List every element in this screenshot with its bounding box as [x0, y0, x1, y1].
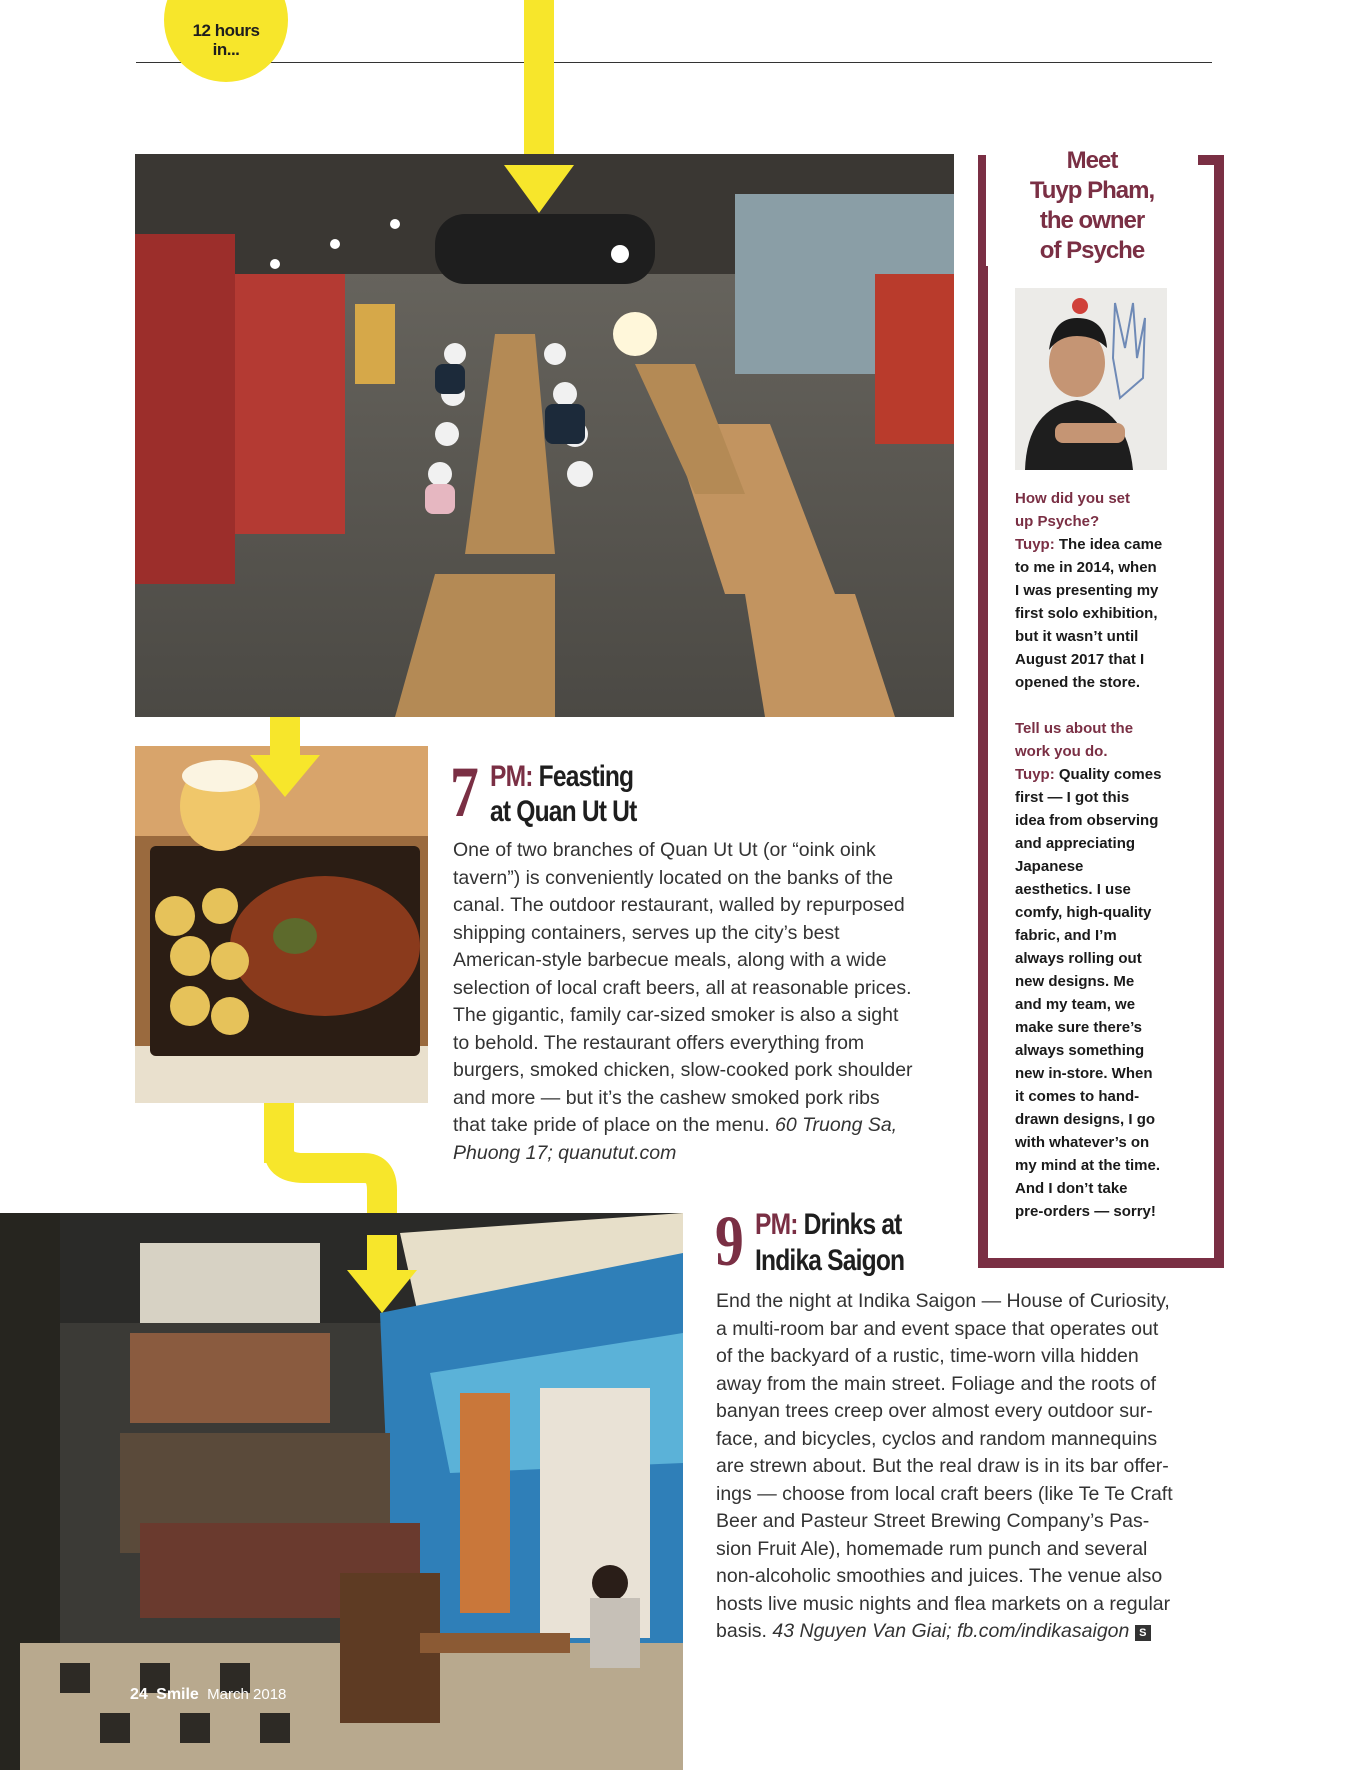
- body-line: American-style barbecue meals, along with a wide: [453, 949, 887, 971]
- arrow-down-icon: [504, 165, 574, 215]
- answer-line: to me in 2014, when: [1015, 559, 1157, 576]
- section-badge: [164, 0, 288, 82]
- answer-line: first solo exhibition,: [1015, 605, 1158, 622]
- page-number: 24: [130, 1686, 148, 1703]
- title-text: Feasting: [538, 760, 634, 793]
- yellow-path-mid: [270, 717, 300, 757]
- sidebar-title-line: of Psyche: [1039, 237, 1145, 264]
- answer-line: drawn designs, I go: [1015, 1111, 1156, 1128]
- answer-line: aesthetics. I use: [1015, 881, 1131, 898]
- answer-line: idea from observing: [1015, 812, 1159, 829]
- body-line: of the backyard of a rustic, time-worn villa hidden: [716, 1345, 1139, 1367]
- answer-line: and my team, we: [1015, 996, 1136, 1013]
- body-line: selection of local craft beers, all at reasonable prices.: [453, 976, 912, 999]
- body-line: ings — choose from local craft beers (like Te Te Craft: [716, 1482, 1173, 1505]
- section-7pm-title-line1: [490, 760, 633, 794]
- badge-line-1: 12 hours: [192, 21, 260, 40]
- sidebar-qa: [1015, 487, 1185, 1223]
- header-rule: [136, 62, 1212, 63]
- section-7pm-body: [453, 837, 963, 1167]
- sidebar-title-line: Meet: [1066, 147, 1118, 174]
- answer-line: August 2017 that I: [1015, 651, 1145, 668]
- address: 60 Truong Sa,: [774, 1114, 898, 1136]
- answer-line: I was presenting my: [1015, 582, 1159, 599]
- address: 43 Nguyen Van Giai; fb.com/indikasaigon: [772, 1620, 1130, 1642]
- answer-line: my mind at the time.: [1015, 1157, 1161, 1174]
- sidebar-title-line: Tuyp Pham,: [1029, 177, 1155, 204]
- answer-line: pre-orders — sorry!: [1015, 1203, 1156, 1220]
- indika-bar-photo: [0, 1213, 683, 1770]
- answer-line: but it wasn’t until: [1015, 628, 1139, 645]
- answer-line: new designs. Me: [1015, 973, 1135, 990]
- tuyp-pham-portrait: [1015, 288, 1167, 470]
- page-footer: [130, 1686, 286, 1704]
- body-line: away from the main street. Foliage and the roots of: [716, 1372, 1157, 1395]
- body-line: tavern”) is conveniently located on the banks of the: [453, 866, 894, 889]
- restaurant-overview-photo: [135, 154, 954, 717]
- body-line: hosts live music nights and flea markets on a regular: [716, 1592, 1171, 1615]
- section-7pm-title-line2: at Quan Ut Ut: [490, 795, 637, 828]
- body-line: canal. The outdoor restaurant, walled by repurposed: [453, 894, 905, 916]
- address-line-2: Phuong 17; quanutut.com: [453, 1141, 677, 1164]
- sidebar-title-line: the owner: [1039, 207, 1145, 234]
- body-line: banyan trees creep over almost every outdoor sur-: [716, 1400, 1153, 1422]
- answer-line: with whatever’s on: [1015, 1134, 1150, 1151]
- spacer: [1015, 694, 1185, 717]
- answer-line: opened the store.: [1015, 674, 1141, 691]
- section-number-9: 9: [715, 1201, 742, 1281]
- answer-line: comfy, high-quality: [1015, 904, 1152, 921]
- section-9pm-title-line2: Indika Saigon: [755, 1244, 905, 1277]
- answer-line: Japanese: [1015, 858, 1084, 875]
- answer-line: first — I got this: [1015, 789, 1130, 806]
- body-line: are strewn about. But the real draw is in its bar offer-: [716, 1455, 1169, 1477]
- body-line: burgers, smoked chicken, slow-cooked pork shoulder: [453, 1059, 913, 1081]
- body-line: a multi-room bar and event space that operates out: [716, 1317, 1159, 1340]
- arrow-down-icon-3: [347, 1235, 417, 1315]
- badge-line-2: in...: [212, 40, 240, 59]
- body-line: sion Fruit Ale), homemade rum punch and several: [716, 1537, 1148, 1560]
- answer-line: And I don’t take: [1015, 1180, 1128, 1197]
- body-line: face, and bicycles, cyclos and random mannequins: [716, 1427, 1158, 1450]
- title-text: Drinks at: [803, 1208, 902, 1241]
- body-line: [716, 1618, 1216, 1646]
- issue-date: March 2018: [207, 1686, 287, 1703]
- time-label: PM:: [755, 1208, 798, 1241]
- section-9pm-title-line1: [755, 1208, 902, 1242]
- question-line: Tell us about the: [1015, 720, 1134, 737]
- answer-line: always rolling out: [1015, 950, 1142, 967]
- body-line: shipping containers, serves up the city’s best: [453, 921, 840, 944]
- question-line: How did you set: [1015, 490, 1131, 507]
- portrait-illustration: [1015, 288, 1167, 470]
- answer-line: and appreciating: [1015, 835, 1136, 852]
- answer-label: Tuyp:: [1015, 766, 1055, 783]
- answer-text: The idea came: [1054, 536, 1163, 553]
- body-line-text: that take pride of place on the menu.: [453, 1114, 770, 1136]
- body-line: and more — but it’s the cashew smoked pork ribs: [453, 1086, 880, 1109]
- answer-line: new in-store. When: [1015, 1065, 1153, 1082]
- body-line: Beer and Pasteur Street Brewing Company’s Pas-: [716, 1510, 1150, 1532]
- answer-line: [1015, 763, 1185, 786]
- answer-line: fabric, and I’m: [1015, 927, 1117, 944]
- body-line: The gigantic, family car-sized smoker is also a sight: [453, 1004, 899, 1026]
- answer-line: [1015, 533, 1185, 556]
- restaurant-illustration: [135, 154, 954, 717]
- question-line: work you do.: [1015, 743, 1108, 760]
- arrow-down-icon-2: [250, 755, 320, 800]
- answer-line: it comes to hand-: [1015, 1088, 1140, 1105]
- body-line: End the night at Indika Saigon — House of Curiosity,: [716, 1290, 1170, 1312]
- section-number-7: 7: [450, 752, 477, 832]
- body-line-text: basis.: [716, 1620, 767, 1642]
- answer-text: Quality comes: [1054, 766, 1162, 783]
- answer-label: Tuyp:: [1015, 536, 1055, 553]
- answer-line: make sure there’s: [1015, 1019, 1143, 1036]
- time-label: PM:: [490, 760, 533, 793]
- end-mark: S: [1135, 1625, 1151, 1641]
- body-line: to behold. The restaurant offers everything from: [453, 1031, 865, 1054]
- magazine-name: Smile: [156, 1686, 199, 1703]
- sidebar-title: [986, 146, 1198, 266]
- question-line: up Psyche?: [1015, 513, 1100, 530]
- body-line: One of two branches of Quan Ut Ut (or “oink oink: [453, 839, 876, 861]
- body-line: non-alcoholic smoothies and juices. The venue also: [716, 1565, 1163, 1587]
- bar-illustration: [0, 1213, 683, 1770]
- yellow-path-top: [524, 0, 554, 170]
- section-9pm-body: [716, 1288, 1216, 1646]
- answer-line: always something: [1015, 1042, 1145, 1059]
- body-line: [453, 1112, 963, 1140]
